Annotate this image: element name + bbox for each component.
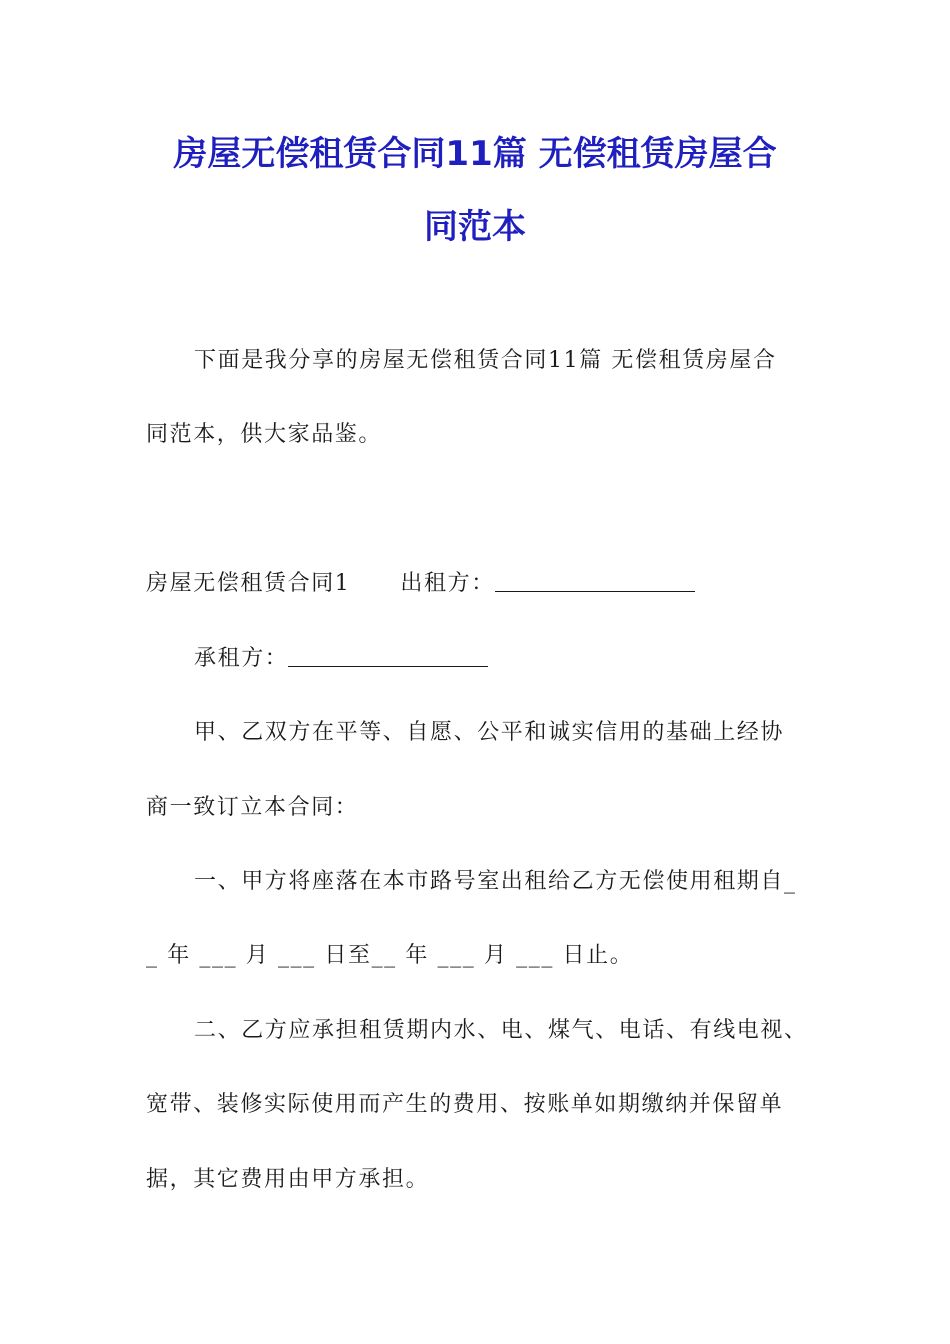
- intro-line-1: 下面是我分享的房屋无偿租赁合同11篇 无偿租赁房屋合: [194, 348, 777, 373]
- clause-1-line-1: 一、甲方将座落在本市路号室出租给乙方无偿使用租期自_: [194, 869, 797, 894]
- paragraph-1-line-2: 商一致订立本合同：: [146, 795, 359, 820]
- lessee-row: [194, 644, 488, 674]
- contract-heading: 房屋无偿租赁合同1: [146, 571, 351, 596]
- paragraph-1-line-1: 甲、乙双方在平等、自愿、公平和诚实信用的基础上经协: [194, 720, 785, 745]
- lessee-blank: [288, 646, 488, 667]
- clause-2-line-3: 据，其它费用由甲方承担。: [146, 1167, 430, 1192]
- clause-2-line-2: 宽带、装修实际使用而产生的费用、按账单如期缴纳并保留单: [146, 1092, 784, 1117]
- intro-line-2: 同范本，供大家品鉴。: [146, 422, 383, 447]
- clause-2-line-1: 二、乙方应承担租赁期内水、电、煤气、电话、有线电视、: [194, 1018, 808, 1043]
- lessee-label: 承租方：: [194, 646, 289, 671]
- lessor-blank: [495, 571, 695, 592]
- document-title-line-2: 同范本: [424, 207, 526, 247]
- lessor-label: 出租方：: [400, 571, 495, 596]
- document-title-line-1: 房屋无偿租赁合同11篇 无偿租赁房屋合: [173, 134, 777, 174]
- contract-heading-row: [146, 569, 695, 599]
- clause-1-line-2: _ 年 ___ 月 ___ 日至__ 年 ___ 月 ___ 日止。: [146, 943, 634, 968]
